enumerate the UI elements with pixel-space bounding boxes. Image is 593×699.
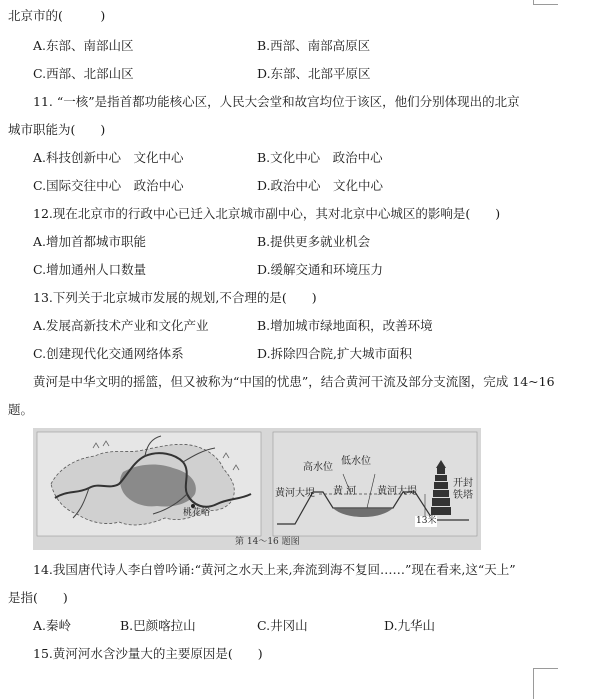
q13-option-c: C.创建现代化交通网络体系	[33, 346, 184, 361]
q10-option-b: B.西部、南部高原区	[257, 38, 371, 53]
q11-option-a: A.科技创新中心 文化中心	[33, 150, 184, 165]
label-river: 黄 河	[333, 486, 357, 497]
q12-option-b: B.提供更多就业机会	[257, 234, 371, 249]
label-levee-right: 黄河大堤	[377, 486, 417, 497]
q12-option-d: D.缓解交通和环境压力	[257, 262, 384, 277]
label-city: 开封	[453, 478, 473, 489]
q15-stem: 15.黄河河水含沙量大的主要原因是( )	[33, 646, 263, 661]
q12-option-c: C.增加通州人口数量	[33, 262, 147, 277]
q13-option-d: D.拆除四合院,扩大城市面积	[257, 346, 413, 361]
map-label-place: 桃花峪	[183, 508, 211, 518]
label-tower: 铁塔	[453, 490, 473, 501]
q14-option-c: C.井冈山	[257, 618, 308, 633]
q11-stem-cont: 城市职能为( )	[8, 122, 106, 137]
q12-option-a: A.增加首都城市职能	[33, 234, 147, 249]
q13-option-a: A.发展高新技术产业和文化产业	[33, 318, 209, 333]
label-high-water: 高水位	[303, 462, 333, 473]
yellow-river-intro-cont: 题。	[8, 402, 34, 417]
figure-caption: 第 14～16 题图	[235, 537, 300, 547]
q14-option-b: B.巴颜喀拉山	[120, 618, 196, 633]
q10-option-c: C.西部、北部山区	[33, 66, 134, 81]
q11-option-b: B.文化中心 政治中心	[257, 150, 383, 165]
q14-stem-cont: 是指( )	[8, 590, 68, 605]
yellow-river-figure	[33, 428, 481, 550]
q12-stem: 12.现在北京市的行政中心已迁入北京城市副中心，其对北京中心城区的影响是( )	[33, 206, 501, 221]
q14-option-d: D.九华山	[384, 618, 436, 633]
q13-option-b: B.增加城市绿地面积，改善环境	[257, 318, 433, 333]
q10-option-d: D.东部、北部平原区	[257, 66, 371, 81]
q11-stem: 11. “一核”是指首都功能核心区，人民大会堂和故宫均位于该区，他们分别体现出的北京	[33, 94, 520, 109]
yellow-river-cross-section	[273, 432, 477, 536]
q10-stem-tail: 北京市的( )	[8, 8, 106, 23]
q14-option-a: A.秦岭	[33, 618, 72, 633]
q13-stem: 13.下列关于北京城市发展的规划,不合理的是( )	[33, 290, 317, 305]
crop-mark-bottom-right	[533, 668, 558, 699]
label-low-water: 低水位	[341, 456, 371, 467]
q10-option-a: A.东部、南部山区	[33, 38, 134, 53]
q11-option-c: C.国际交往中心 政治中心	[33, 178, 184, 193]
label-levee-left: 黄河大堤	[275, 488, 315, 499]
yellow-river-intro: 黄河是中华文明的摇篮，但又被称为“中国的忧患”，结合黄河干流及部分支流图，完成 14~16	[33, 374, 555, 389]
crop-mark-top-right	[533, 0, 558, 5]
yellow-river-map	[37, 432, 261, 536]
label-height: 13米	[416, 516, 437, 526]
q11-option-d: D.政治中心 文化中心	[257, 178, 384, 193]
q14-stem: 14.我国唐代诗人李白曾吟诵:“黄河之水天上来,奔流到海不复回……”现在看来,这“天上”	[33, 562, 516, 577]
